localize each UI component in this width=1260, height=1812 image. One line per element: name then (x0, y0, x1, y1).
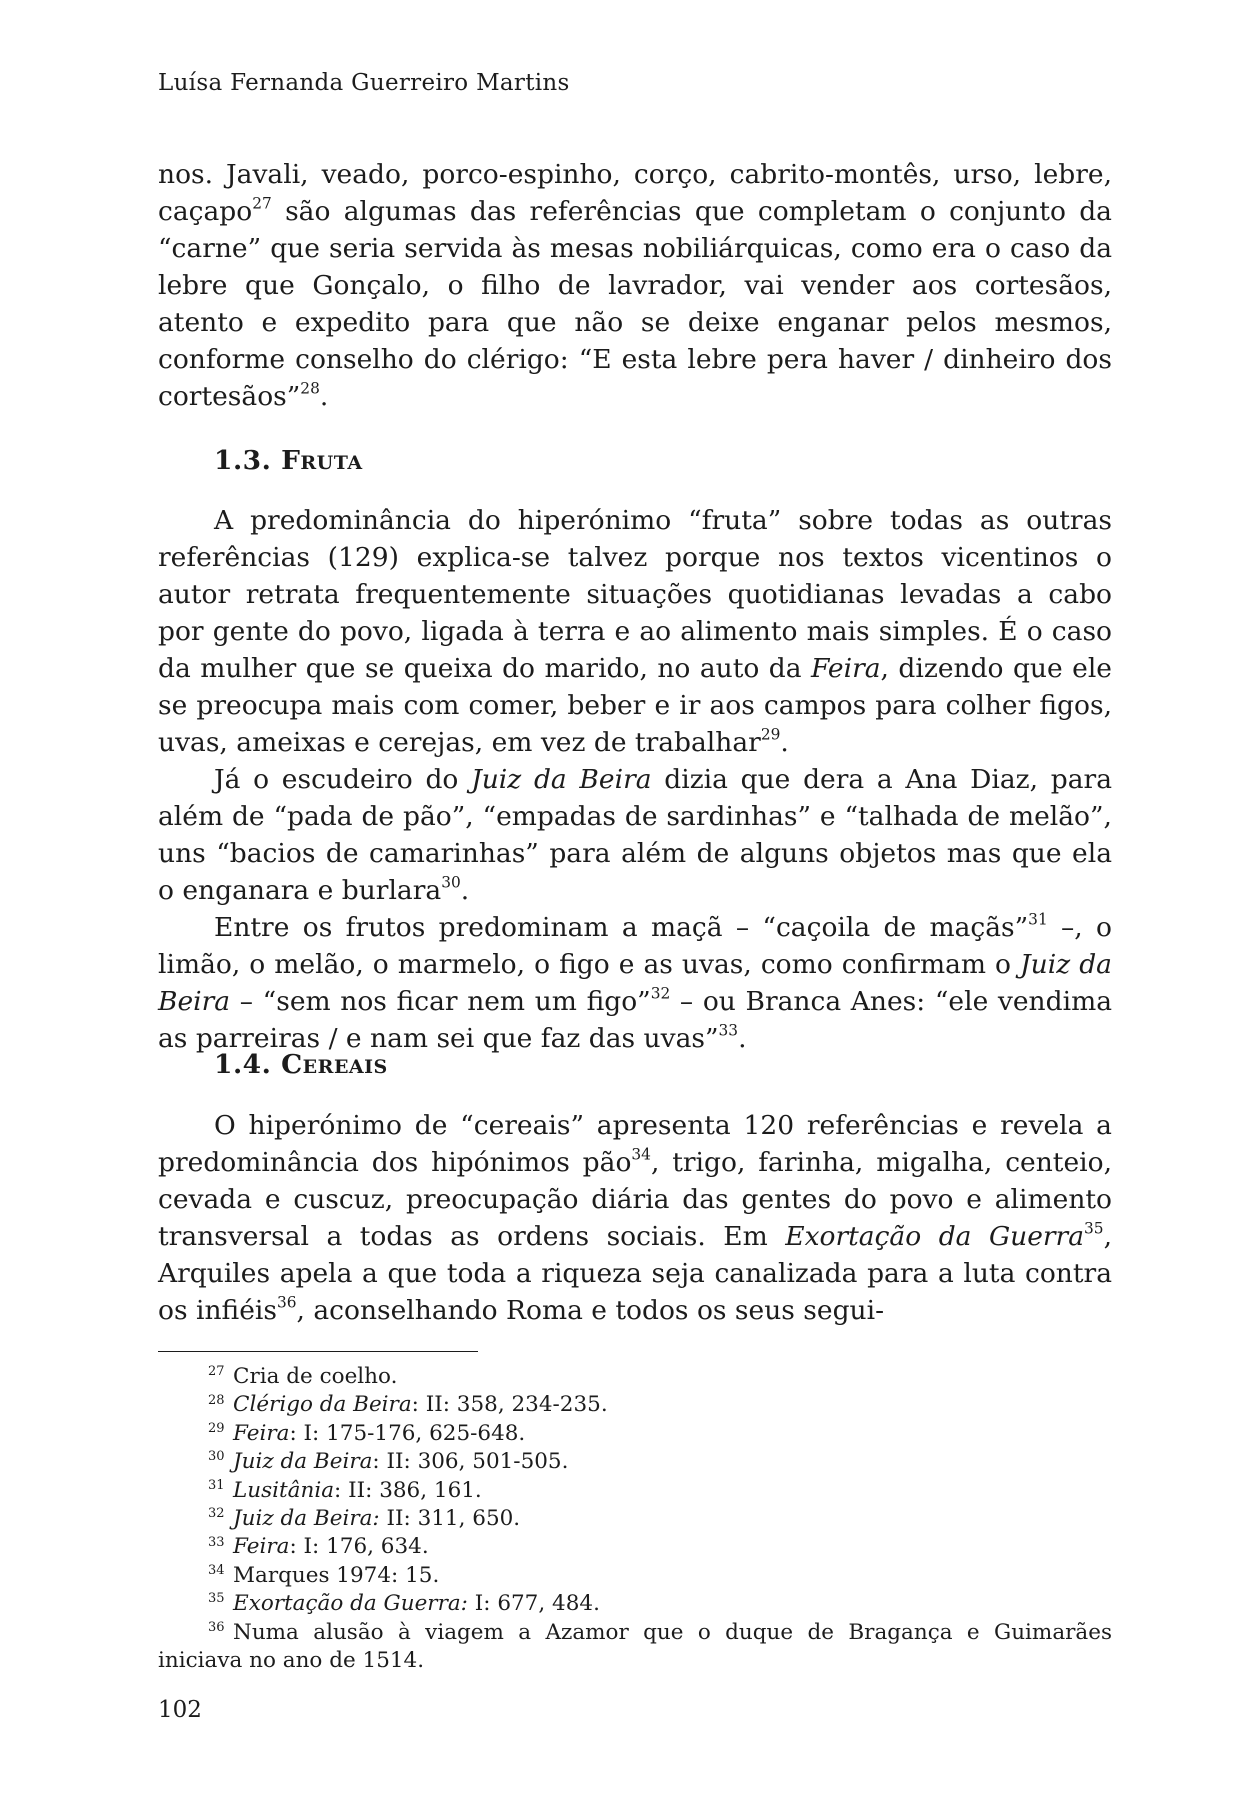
section-title: Cereais (281, 1049, 388, 1080)
footnote: 30 Juiz da Beira: II: 306, 501-505. (208, 1449, 569, 1475)
text-run: O hiperónimo de “cereais” apresenta 120 referências e revela a predominância dos hipónimos pão (158, 1110, 1112, 1178)
footnote-text: : I: 175-176, 625-648. (289, 1420, 526, 1446)
footnote-text: Numa alusão à viagem a Azamor que o duque de Bragança e Guimarães iniciava no ano de 1514. (158, 1619, 1112, 1674)
footnote-ref[interactable]: 34 (631, 1145, 651, 1164)
footnote: 35 Exortação da Guerra: I: 677, 484. (208, 1591, 600, 1617)
footnote-work-title: Feira (233, 1420, 290, 1446)
paragraph-carne (158, 156, 1112, 415)
footnote: 34 Marques 1974: 15. (208, 1562, 440, 1588)
footnote-text: : II: 306, 501-505. (372, 1449, 569, 1475)
footnote: 36 Numa alusão à viagem a Azamor que o duque de Bragança e Guimarães iniciava no ano de 1514. (158, 1619, 1112, 1674)
footnote-text: : I: 176, 634. (289, 1534, 429, 1560)
text-run: – “sem nos ficar nem um figo” (230, 986, 651, 1017)
footnote-work-title: Lusitânia (233, 1477, 335, 1503)
footnote-work-title: Feira (233, 1534, 290, 1560)
footnote: 27 Cria de coelho. (208, 1364, 398, 1389)
footnote-text: Marques 1974: 15. (233, 1562, 440, 1588)
paragraph (158, 502, 1112, 761)
text-run: Já o escudeiro do (214, 764, 472, 795)
text-run: nos. Javali, veado, porco-espinho, corço, cabrito-montês, urso, lebre, caçapo (158, 159, 1112, 227)
footnote: 28 Clérigo da Beira: II: 358, 234-235. (208, 1392, 608, 1418)
footnote-ref[interactable]: 28 (300, 379, 320, 398)
text-run: são algumas das referências que completam o conjunto da “carne” que seria servida às mesas nobiliárquicas, como era o caso da lebre que Gonçalo, o filho de lavrador, vai vender aos cortesãos, atento e expedito para que não se deixe enganar pelos mesmos, conforme conselho do clérigo: “E esta lebre pera haver / dinheiro dos cortesãos” (158, 196, 1112, 412)
section-title: Fruta (281, 445, 363, 476)
footnote-ref[interactable]: 35 (1084, 1219, 1104, 1238)
footnote-text: II: 311, 650. (379, 1506, 521, 1532)
text-run: Entre os frutos predominam a maçã – “caçoila de maçãs” (214, 912, 1029, 943)
work-title: Juiz da Beira (158, 949, 1112, 1017)
footnote-work-title: Exortação da Guerra: (233, 1591, 468, 1617)
footnote-ref[interactable]: 33 (718, 1021, 739, 1040)
footnotes (158, 1363, 1112, 1675)
paragraph (158, 761, 1112, 909)
text-run: , dizendo que ele se preocupa mais com comer, beber e ir aos campos para colher figos, uvas, ameixas e cerejas, em vez de trabalhar (158, 653, 1112, 758)
section-heading-cereais (214, 1049, 388, 1080)
section-number: 1.3. (214, 445, 272, 476)
text-run: . (738, 1023, 747, 1054)
section-body-cereais (158, 1107, 1112, 1329)
footnote-ref[interactable]: 29 (760, 725, 781, 744)
text-run: , trigo, farinha, migalha, centeio, cevada e cuscuz, preocupação diária das gentes do povo e alimento transversal a todas as ordens sociais. Em (158, 1147, 1112, 1252)
work-title: Feira (810, 653, 881, 684)
footnote-work-title: Clérigo da Beira (233, 1392, 412, 1418)
page-number: 102 (158, 1697, 202, 1723)
footnote-work-title: Juiz da Beira (233, 1449, 373, 1475)
footnote-ref[interactable]: 32 (650, 984, 671, 1003)
running-header-author: Luísa Fernanda Guerreiro Martins (158, 70, 570, 96)
footnote: 29 Feira: I: 175-176, 625-648. (208, 1420, 526, 1446)
footnote-text: : II: 358, 234-235. (411, 1392, 608, 1418)
footnote-ref[interactable]: 27 (252, 194, 272, 213)
text-run: –, o limão, o melão, o marmelo, o figo e as uvas, como confirmam o (158, 912, 1112, 980)
work-title: Juiz da Beira (471, 764, 652, 795)
text-run: . (780, 727, 789, 758)
footnote-text: Cria de coelho. (233, 1364, 398, 1389)
footnote-ref[interactable]: 30 (441, 873, 461, 892)
footnote-work-title: Juiz da Beira: (233, 1506, 380, 1532)
text-run: . (319, 381, 329, 412)
text-run: , Arquiles apela a que toda a riqueza seja canalizada para a luta contra os infiéis (158, 1221, 1112, 1326)
text-run: – ou Branca Anes: “ele vendima as parreiras / e nam sei que faz das uvas” (158, 986, 1112, 1054)
footnote-ref[interactable]: 31 (1028, 910, 1048, 929)
footnote: 31 Lusitânia: II: 386, 161. (208, 1477, 482, 1503)
text-run: dizia que dera a Ana Diaz, para além de “pada de pão”, “empadas de sardinhas” e “talhada de melão”, uns “bacios de camarinhas” para além de alguns objetos mas que ela o enganara e burlara (158, 764, 1113, 906)
text-run: . (460, 875, 470, 906)
footnote: 32 Juiz da Beira: II: 311, 650. (208, 1506, 521, 1532)
footnote-separator (158, 1351, 478, 1352)
footnote: 33 Feira: I: 176, 634. (208, 1534, 429, 1560)
footnote-ref[interactable]: 36 (276, 1293, 297, 1312)
text-run: A predominância do hiperónimo “fruta” sobre todas as outras referências (129) explica-se talvez porque nos textos vicentinos o autor retrata frequentemente situações quotidianas levadas a cabo por gente do povo, ligada à terra e ao alimento mais simples. É o caso da mulher que se queixa do marido, no auto da (158, 505, 1112, 684)
paragraph (158, 909, 1112, 1057)
section-body-fruta (158, 502, 1112, 1057)
section-heading-fruta (214, 445, 363, 476)
footnote-text: I: 677, 484. (467, 1591, 600, 1617)
work-title: Exortação da Guerra (785, 1221, 1085, 1252)
section-number: 1.4. (214, 1049, 272, 1080)
footnote-text: : II: 386, 161. (334, 1477, 482, 1503)
paragraph (158, 1107, 1112, 1329)
text-run: , aconselhando Roma e todos os seus segui- (296, 1295, 885, 1326)
